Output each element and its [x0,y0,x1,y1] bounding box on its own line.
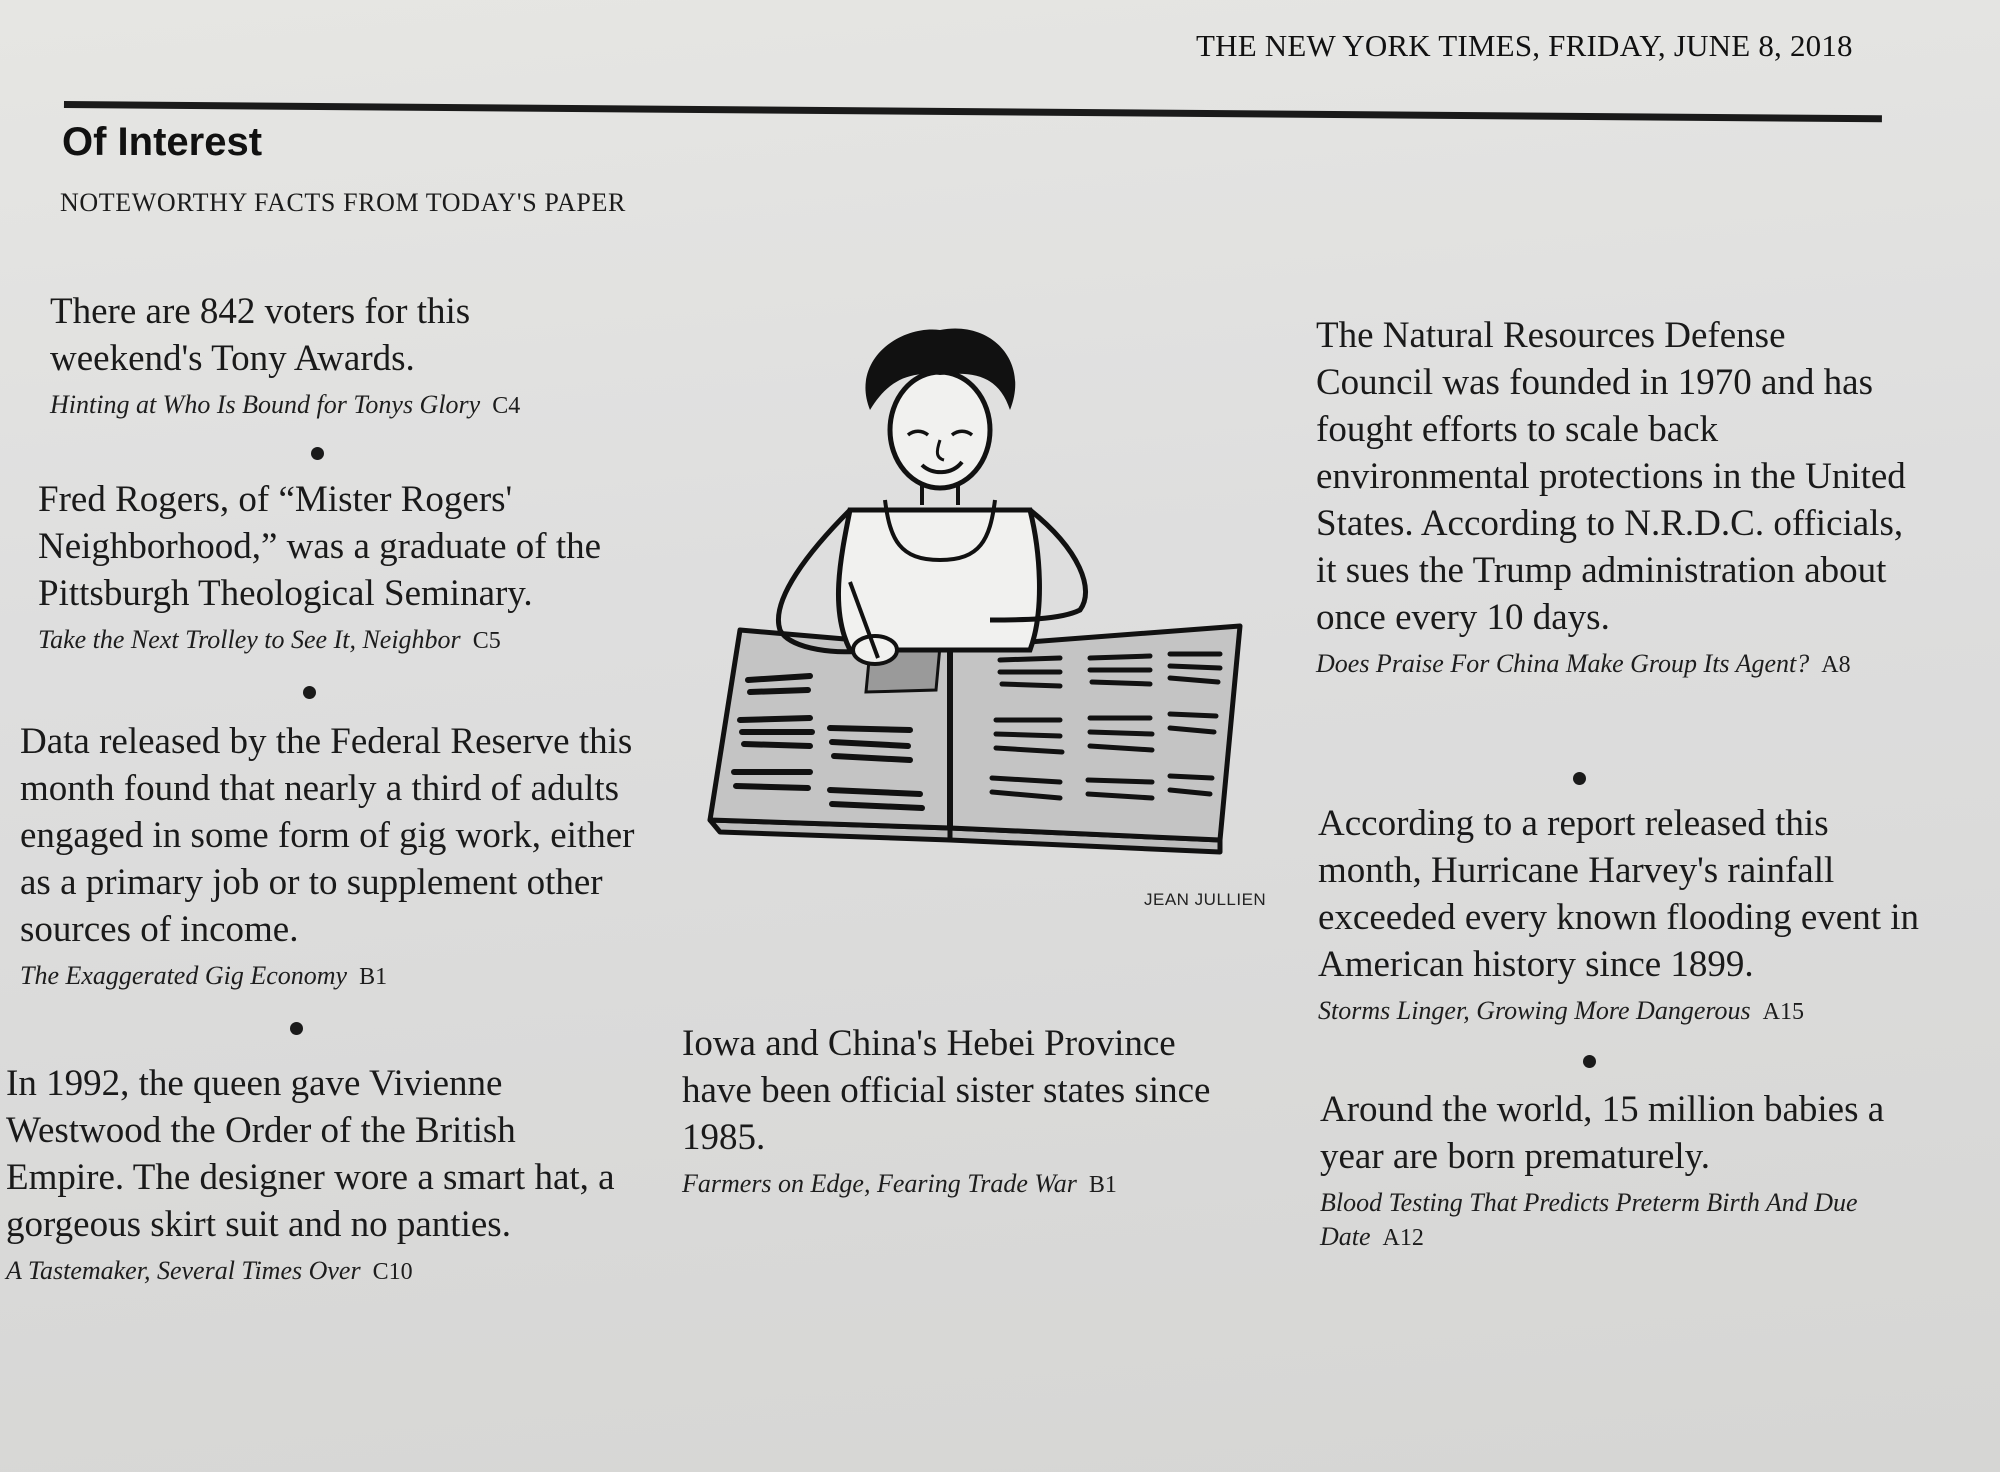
source-reference [50,388,610,423]
article-title: Take the Next Trolley to See It, Neighbor [38,625,461,654]
article-title: The Exaggerated Gig Economy [20,961,348,990]
article-title: Blood Testing That Predicts Preterm Birth And Due Date [1320,1188,1858,1251]
page-number: A15 [1762,999,1804,1025]
article-title: Does Praise For China Make Group Its Agent? [1316,649,1810,678]
section-rule [64,101,1882,122]
source-reference [1318,994,1928,1029]
fact-item [38,476,658,658]
fact-text: The Natural Resources Defense Council was founded in 1970 and has fought efforts to scale back environmental protections in the United States. According to N.R.D.C. officials, it sues the Trump administration about once every 10 days. [1316,315,1906,638]
section-subtitle: NOTEWORTHY FACTS FROM TODAY'S PAPER [60,188,626,217]
page-number: B1 [359,964,388,990]
page-number: C10 [372,1259,413,1285]
source-reference [20,959,660,994]
section-title: Of Interest [62,120,263,164]
article-title: A Tastemaker, Several Times Over [6,1256,361,1285]
article-title: Hinting at Who Is Bound for Tonys Glory [50,390,481,419]
bullet-separator [303,686,316,699]
source-reference [682,1167,1242,1202]
page-number: B1 [1088,1172,1117,1198]
fact-text: Iowa and China's Hebei Province have been official sister states since 1985. [682,1023,1211,1158]
source-reference [1320,1186,1940,1255]
page-number: C5 [472,628,501,654]
fact-text: Fred Rogers, of “Mister Rogers' Neighborhood,” was a graduate of the Pittsburgh Theological Seminary. [38,479,602,614]
fact-item [20,718,660,994]
fact-item [6,1060,626,1289]
bullet-separator [311,447,324,460]
fact-text: Around the world, 15 million babies a year are born prematurely. [1320,1089,1885,1177]
fact-text: In 1992, the queen gave Vivienne Westwood the Order of the British Empire. The designer wore a smart hat, a gorgeous skirt suit and no panties. [6,1063,615,1245]
source-reference [1316,647,1906,682]
fact-text: There are 842 voters for this weekend's Tony Awards. [50,291,471,379]
page-number: C4 [492,393,521,419]
bullet-separator [290,1022,303,1035]
fact-text: Data released by the Federal Reserve this month found that nearly a third of adults engaged in some form of gig work, either as a primary job or to supplement other sources of income. [20,721,635,950]
fact-item [682,1020,1242,1202]
source-reference [6,1254,626,1289]
page-number: A8 [1821,652,1851,678]
fact-item [50,288,610,423]
bullet-separator [1573,772,1586,785]
fact-item [1316,312,1906,682]
article-title: Farmers on Edge, Fearing Trade War [682,1169,1077,1198]
article-title: Storms Linger, Growing More Dangerous [1318,996,1751,1025]
person-writing-in-ledger-illustration [700,320,1260,860]
fact-item [1320,1086,1940,1255]
page-number: A12 [1382,1225,1424,1251]
source-reference [38,623,658,658]
illustration-credit: JEAN JULLIEN [1144,890,1267,909]
fact-text: According to a report released this month, Hurricane Harvey's rainfall exceeded every known flooding event in American history since 1899. [1318,803,1920,985]
masthead-dateline: THE NEW YORK TIMES, FRIDAY, JUNE 8, 2018 [1196,28,1853,63]
bullet-separator [1583,1055,1596,1068]
fact-item [1318,800,1928,1029]
